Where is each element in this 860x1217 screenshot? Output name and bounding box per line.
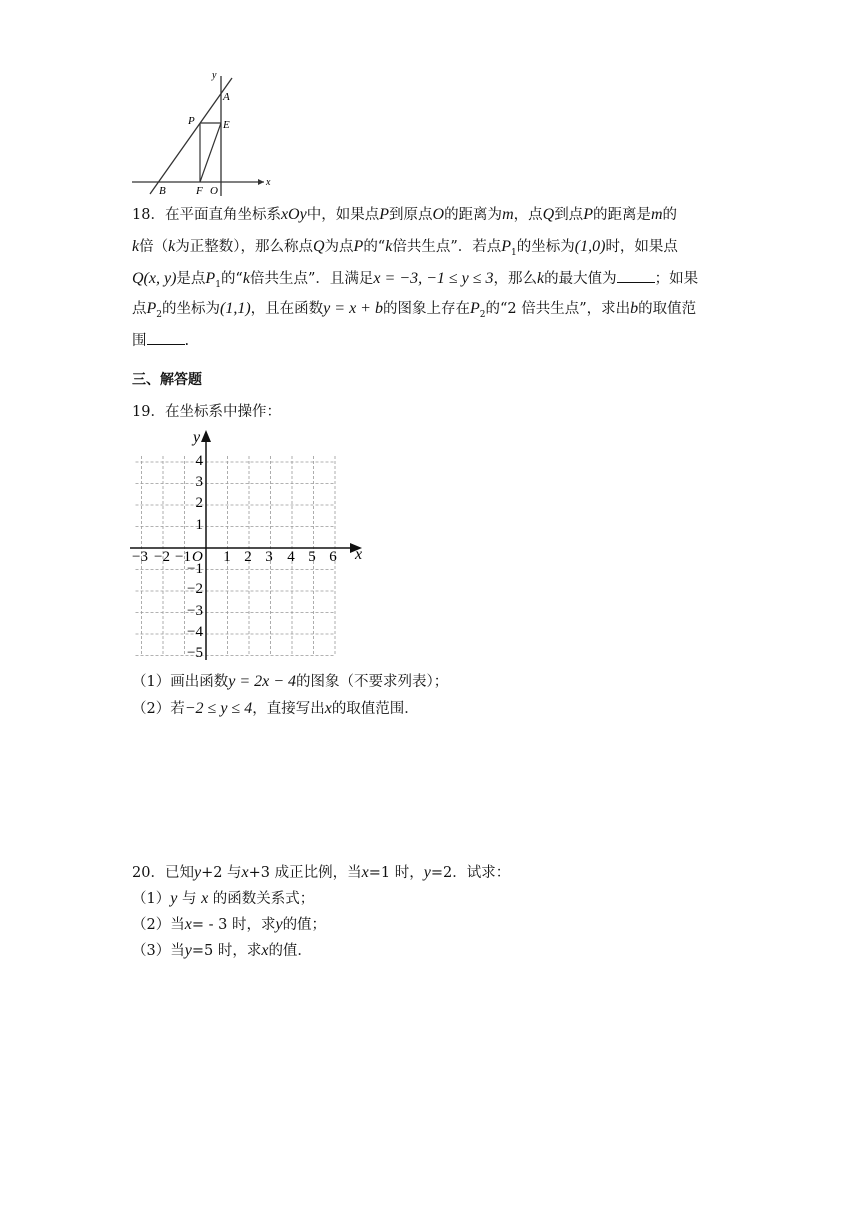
q20-part-1: （1）y 与 x 的函数关系式；: [132, 890, 315, 907]
q20-part-3: （3）当y=5 时，求x的值．: [132, 942, 312, 959]
y-tick-neg3: −3: [187, 603, 203, 619]
answer-blank-1[interactable]: [617, 268, 655, 283]
segment-fe: [200, 123, 221, 182]
q18-line-1: 18．在平面直角坐标系xOy中，如果点P到原点O的距离为m，点Q到点P的距离是m的: [132, 206, 678, 223]
label-b: B: [159, 185, 166, 197]
y-tick-neg2: −2: [187, 581, 203, 597]
x-tick-4: 4: [287, 549, 295, 565]
q18-line-3: Q(x, y)是点$P_1$的“k倍共生点”．且满足x = −3, −1 ≤ y ≤ 3，那么k的最大值为 ；如果: [132, 270, 699, 290]
y-tick-3: 3: [195, 474, 203, 490]
origin-label: O: [192, 549, 203, 565]
x-axis-label: x: [355, 546, 363, 563]
q20-part-2: （2）当x= - 3 时，求y的值；: [132, 916, 327, 933]
x-tick-neg1: −1: [175, 549, 191, 565]
label-o: O: [210, 185, 218, 197]
coordinate-grid: [126, 428, 376, 668]
x-tick-2: 2: [244, 549, 252, 565]
x-tick-5: 5: [308, 549, 316, 565]
q20-stem: 20．已知y+2 与x+3 成正比例，当x=1 时，y=2．试求：: [132, 864, 511, 881]
x-tick-neg2: −2: [154, 549, 170, 565]
y-tick-1: 1: [195, 517, 203, 533]
x-tick-3: 3: [265, 549, 273, 565]
label-x: x: [266, 177, 271, 188]
label-a: A: [223, 91, 230, 103]
x-tick-6: 6: [329, 549, 337, 565]
q18-line-4: 点$P_2$的坐标为(1,1)，且在函数y = x + b的图象上存在$P_2$的“2 倍共生点”，求出b的取值范: [132, 300, 697, 320]
label-e: E: [223, 119, 230, 131]
y-tick-neg4: −4: [187, 624, 203, 640]
q19-part-1: （1）画出函数y = 2x − 4的图象（不要求列表）；: [132, 673, 449, 690]
q19-title: 19．在坐标系中操作：: [132, 404, 281, 420]
y-tick-2: 2: [195, 495, 203, 511]
figure-geometry: [126, 68, 276, 198]
y-tick-neg1: −1: [187, 561, 203, 577]
answer-blank-2[interactable]: [147, 330, 185, 345]
y-axis-label: y: [193, 429, 201, 446]
section-heading: 三、解答题: [132, 372, 202, 388]
x-tick-neg3: −3: [132, 549, 148, 565]
q19-part-2: （2）若−2 ≤ y ≤ 4，直接写出x的取值范围．: [132, 700, 419, 717]
label-p: P: [188, 115, 195, 127]
y-tick-4: 4: [195, 453, 203, 469]
q18-line-2: k倍（k为正整数），那么称点Q为点P的“k倍共生点”．若点$P_1$的坐标为(1,0)时，如果点: [132, 238, 678, 258]
x-axis-arrow: [258, 179, 264, 185]
label-f: F: [196, 185, 203, 197]
q18-line-5: 围 .: [132, 330, 189, 351]
label-y: y: [212, 70, 217, 81]
line-ab: [150, 78, 232, 194]
x-tick-1: 1: [223, 549, 231, 565]
y-tick-neg5: −5: [187, 645, 203, 661]
x-tick-labels: [132, 549, 337, 565]
y-axis-arrow: [201, 430, 211, 442]
